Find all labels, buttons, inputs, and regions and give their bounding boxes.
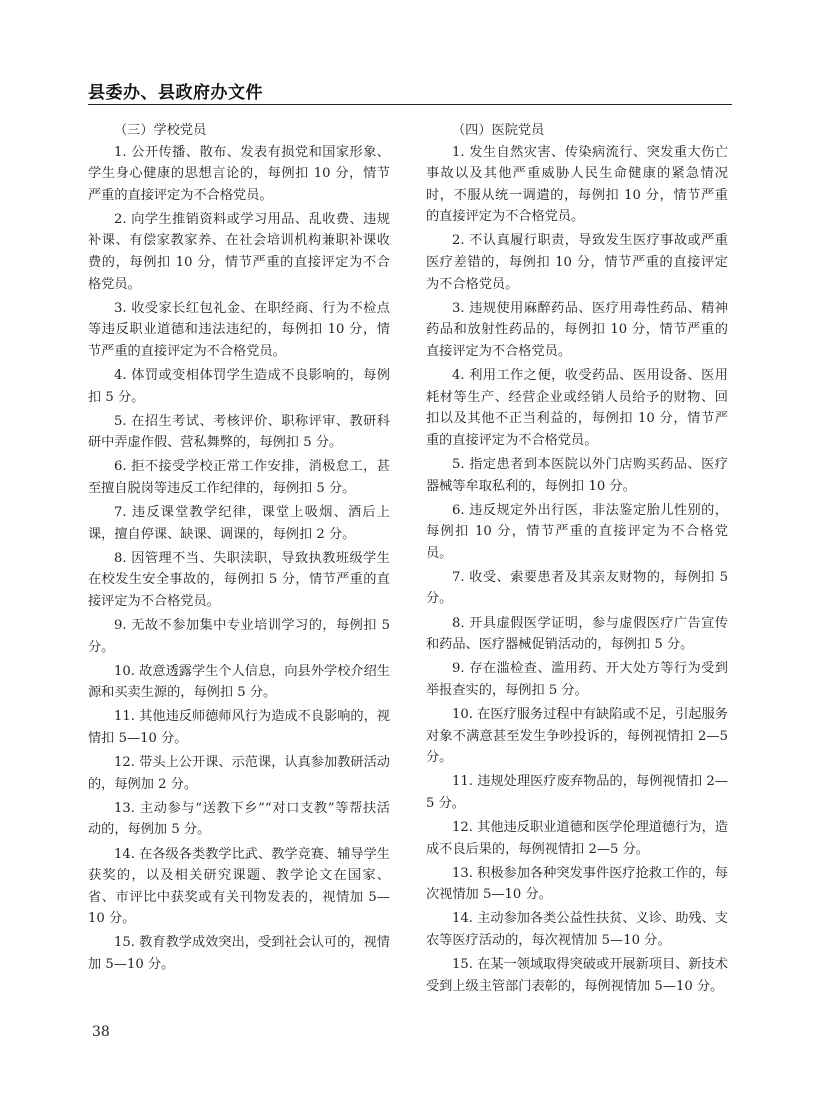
school-item: 11. 其他违反师德师风行为造成不良影响的，视情扣 5—10 分。 xyxy=(88,709,390,747)
hospital-item: 6. 违反规定外出行医，非法鉴定胎儿性别的，每例扣 10 分，情节严重的直接评定为不合格党员。 xyxy=(426,502,728,561)
school-item: 13. 主动参与“送教下乡”“对口支教”等帮扶活动的，每例加 5 分。 xyxy=(88,800,390,838)
school-item: 6. 拒不接受学校正常工作安排，消极怠工，甚至擅自脱岗等违反工作纪律的，每例扣 5 分。 xyxy=(88,459,390,496)
right-column xyxy=(426,120,728,1000)
hospital-item: 10. 在医疗服务过程中有缺陷或不足，引起服务对象不满意甚至发生争吵投诉的，每例视情扣 2—5 分。 xyxy=(426,706,728,766)
hospital-item: 9. 存在滥检查、滥用药、开大处方等行为受到举报查实的，每例扣 5 分。 xyxy=(426,661,728,698)
school-item: 8. 因管理不当、失职渎职，导致执教班级学生在校发生安全事故的，每例扣 5 分，情节严重的直接评定为不合格党员。 xyxy=(88,550,390,609)
school-item: 5. 在招生考试、考核评价、职称评审、教研科研中弄虚作假、营私舞弊的，每例扣 5 分。 xyxy=(88,413,390,451)
section-title-school: （三）学校党员 xyxy=(114,123,207,138)
page-number: 38 xyxy=(92,1024,110,1040)
hospital-item: 1. 发生自然灾害、传染病流行、突发重大伤亡事故以及其他严重威胁人民生命健康的紧急情况时，不服从统一调遣的，每例扣 10 分，情节严重的直接评定为不合格党员。 xyxy=(426,144,728,225)
hospital-item: 3. 违规使用麻醉药品、医疗用毒性药品、精神药品和放射性药品的，每例扣 10 分，情节严重的直接评定为不合格党员。 xyxy=(426,300,728,359)
hospital-item: 14. 主动参加各类公益性扶贫、义诊、助残、支农等医疗活动的，每次视情加 5—10 分。 xyxy=(426,911,728,948)
hospital-item: 5. 指定患者到本医院以外门店购买药品、医疗器械等牟取私利的，每例扣 10 分。 xyxy=(426,456,728,494)
hospital-item: 15. 在某一领域取得突破或开展新项目、新技术受到上级主管部门表彰的，每例视情加 5—10 分。 xyxy=(426,956,728,994)
school-item: 4. 体罚或变相体罚学生造成不良影响的，每例扣 5 分。 xyxy=(88,368,390,405)
school-item: 10. 故意透露学生个人信息，向县外学校介绍生源和买卖生源的，每例扣 5 分。 xyxy=(88,663,390,701)
page-header-title: 县委办、县政府办文件 xyxy=(88,83,263,103)
school-item: 7. 违反课堂教学纪律，课堂上吸烟、酒后上课，擅自停课、缺课、调课的，每例扣 2 分。 xyxy=(88,505,390,542)
school-item: 12. 带头上公开课、示范课，认真参加教研活动的，每例加 2 分。 xyxy=(88,755,390,792)
hospital-item: 4. 利用工作之便，收受药品、医用设备、医用耗材等生产、经营企业或经销人员给予的财物、回扣以及其他不正当利益的，每例扣 10 分，情节严重的直接评定为不合格党员。 xyxy=(426,368,728,448)
section-title-hospital: （四）医院党员 xyxy=(452,123,545,138)
school-item: 9. 无故不参加集中专业培训学习的，每例扣 5 分。 xyxy=(88,618,390,655)
header-divider xyxy=(88,104,732,105)
hospital-item: 13. 积极参加各种突发事件医疗抢救工作的，每次视情加 5—10 分。 xyxy=(426,865,728,903)
school-item: 3. 收受家长红包礼金、在职经商、行为不检点等违反职业道德和违法违纪的，每例扣 10 分，情节严重的直接评定为不合格党员。 xyxy=(88,300,390,359)
school-item: 1. 公开传播、散布、发表有损党和国家形象、学生身心健康的思想言论的，每例扣 10 分，情节严重的直接评定为不合格党员。 xyxy=(88,144,390,203)
hospital-item: 12. 其他违反职业道德和医学伦理道德行为，造成不良后果的，每例视情扣 2—5 分。 xyxy=(426,819,728,857)
school-item: 14. 在各级各类教学比武、教学竞赛、辅导学生获奖的，以及相关研究课题、教学论文在国家、省、市评比中获奖或有关刊物发表的，视情加 5—10 分。 xyxy=(88,846,390,927)
left-column xyxy=(88,120,390,978)
hospital-item: 7. 收受、索要患者及其亲友财物的，每例扣 5 分。 xyxy=(426,569,728,607)
school-item: 15. 教育教学成效突出，受到社会认可的，视情加 5—10 分。 xyxy=(88,935,390,972)
school-item: 2. 向学生推销资料或学习用品、乱收费、违规补课、有偿家教家养、在社会培训机构兼职补课收费的，每例扣 10 分，情节严重的直接评定为不合格党员。 xyxy=(88,211,390,292)
hospital-item: 2. 不认真履行职责，导致发生医疗事故或严重医疗差错的，每例扣 10 分，情节严重的直接评定为不合格党员。 xyxy=(426,233,728,292)
hospital-item: 11. 违规处理医疗废弃物品的，每例视情扣 2—5 分。 xyxy=(426,774,728,811)
hospital-item: 8. 开具虚假医学证明，参与虚假医疗广告宣传和药品、医疗器械促销活动的，每例扣 5 分。 xyxy=(426,615,728,653)
